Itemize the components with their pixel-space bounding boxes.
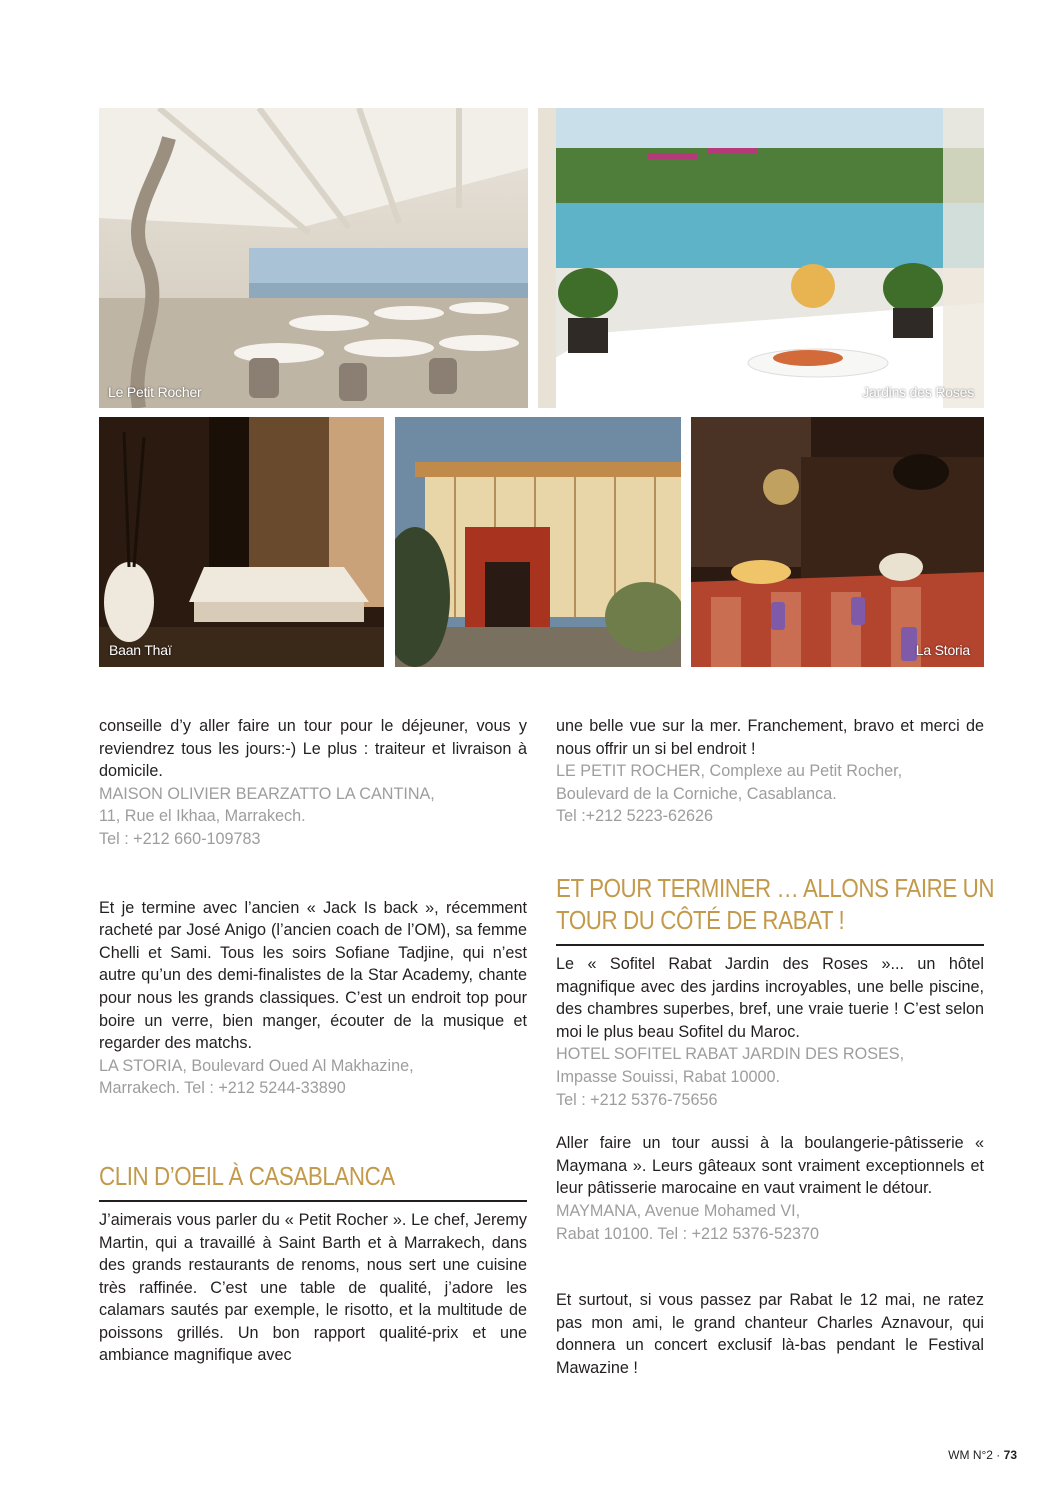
- address-line: LE PETIT ROCHER, Complexe au Petit Rocher,: [556, 762, 903, 781]
- address-line: LA STORIA, Boulevard Oued Al Makhazine,: [99, 1056, 414, 1075]
- section-heading-line-2: TOUR DU CÔTÉ DE RABAT !: [556, 904, 845, 935]
- magazine-label: WM N°2 ·: [948, 1448, 1001, 1462]
- left-column: [99, 715, 527, 1367]
- body-paragraph: Et je termine avec l’ancien « Jack Is back », récemment racheté par José Anigo (l’ancien coach de l’OM), sa femme Chelli et Sami. Tous les soirs Sofiane Tadjine, qui n’est autre qu’un des demi-finalistes de la Star Academy, chante pour nous les grands classiques. C’est un endroit top pour boire un verre, bien manger, écouter de la musique et regarder des matchs.: [99, 898, 527, 1053]
- body-paragraph: J’aimerais vous parler du « Petit Rocher ». Le chef, Jeremy Martin, qui a travaillé à Saint Barth et à Marrakech, dans des grands restaurants de renoms, nous sert une cuisine très raffinée. C’est une table de qualité, j’adore les calamars sautés par exemple, le risotto, et la multitude de poissons grillés. Un bon rapport qualité-prix et une ambiance magnifique avec: [99, 1210, 527, 1365]
- photo-maymana: [395, 417, 681, 667]
- body-paragraph: Le « Sofitel Rabat Jardin des Roses »... un hôtel magnifique avec des jardins incroyables, une belle piscine, des chambres superbes, bref, une vraie tuerie ! C’est selon moi le plus beau Sofitel du Maroc.: [556, 954, 984, 1041]
- section-heading: CLIN D’OEIL À CASABLANCA: [99, 1160, 395, 1191]
- address-block: [99, 783, 527, 851]
- address-block: [556, 1043, 984, 1111]
- address-line: Tel :+212 5223-62626: [556, 807, 714, 826]
- heading-rule: [556, 944, 984, 946]
- address-line: MAYMANA, Avenue Mohamed VI,: [556, 1201, 801, 1220]
- photo-le-petit-rocher: [99, 108, 528, 408]
- address-block: [556, 1200, 984, 1245]
- photo-caption: Baan Thaï: [109, 642, 172, 658]
- heading-rule: [99, 1200, 527, 1202]
- photo-jardins-des-roses: [538, 108, 984, 408]
- address-block: [99, 1055, 527, 1100]
- photo-la-storia: [691, 417, 984, 667]
- body-paragraph: une belle vue sur la mer. Franchement, bravo et merci de nous offrir un si bel endroit !: [556, 717, 984, 758]
- address-line: Rabat 10100. Tel : +212 5376-52370: [556, 1224, 819, 1243]
- body-paragraph: conseille d’y aller faire un tour pour le déjeuner, vous y reviendrez tous les jours:-) Le plus : traiteur et livraison à domicile.: [99, 717, 527, 781]
- photo-caption: Jardins des Roses: [862, 384, 974, 400]
- address-line: Tel : +212 660-109783: [99, 829, 261, 848]
- address-line: Tel : +212 5376-75656: [556, 1090, 718, 1109]
- right-column: [556, 715, 995, 1379]
- address-line: Marrakech. Tel : +212 5244-33890: [99, 1079, 346, 1098]
- photo-baan-thai: [99, 417, 384, 667]
- address-line: MAISON OLIVIER BEARZATTO LA CANTINA,: [99, 784, 435, 803]
- photo-caption: Le Petit Rocher: [108, 384, 202, 400]
- address-line: HOTEL SOFITEL RABAT JARDIN DES ROSES,: [556, 1045, 905, 1064]
- address-line: Impasse Souissi, Rabat 10000.: [556, 1067, 781, 1086]
- page-footer: [948, 1448, 1017, 1462]
- body-paragraph: Et surtout, si vous passez par Rabat le 12 mai, ne ratez pas mon ami, le grand chanteur Charles Aznavour, qui donnera un concert exclusif là-bas pendant le Festival Mawazine !: [556, 1291, 984, 1377]
- address-line: 11, Rue el Ikhaa, Marrakech.: [99, 807, 306, 826]
- photo-caption: La Storia: [915, 642, 970, 658]
- body-paragraph: Aller faire un tour aussi à la boulangerie-pâtisserie « Maymana ». Leurs gâteaux sont vraiment exceptionnels et leur pâtisserie marocaine en vaut vraiment le détour.: [556, 1134, 984, 1198]
- address-line: Boulevard de la Corniche, Casablanca.: [556, 784, 837, 803]
- section-heading-line-1: ET POUR TERMINER … ALLONS FAIRE UN: [556, 872, 995, 903]
- address-block: [556, 760, 984, 828]
- page-number: 73: [1003, 1448, 1017, 1462]
